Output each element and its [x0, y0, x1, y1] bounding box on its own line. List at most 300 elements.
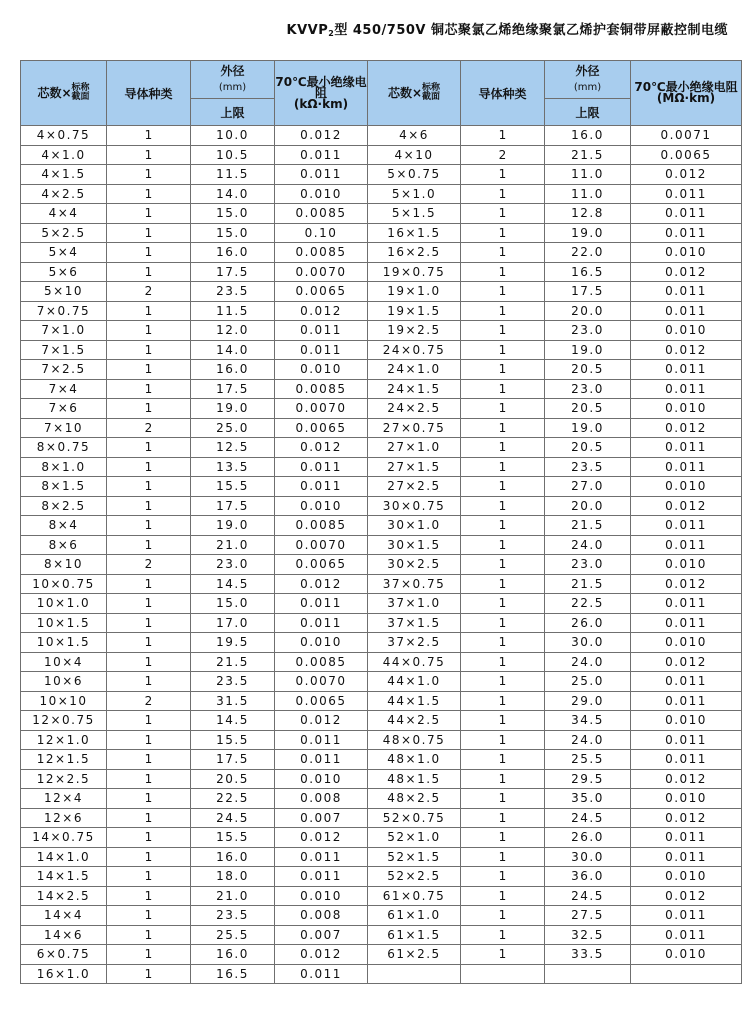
table-cell: 27.5: [545, 906, 631, 926]
table-row: [21, 360, 742, 380]
table-cell: 6×0.75: [21, 945, 107, 965]
table-cell: 1: [461, 574, 545, 594]
table-row: [21, 691, 742, 711]
table-cell: 1: [107, 477, 191, 497]
table-cell: 20.0: [545, 301, 631, 321]
table-row: [21, 184, 742, 204]
table-row: [21, 847, 742, 867]
table-cell: 16×1.0: [21, 964, 107, 984]
table-cell: 14×2.5: [21, 886, 107, 906]
table-cell: 1: [461, 399, 545, 419]
table-cell: 22.0: [545, 243, 631, 263]
header-insulation-right: 70℃最小绝缘电阻 (MΩ·km): [631, 61, 742, 126]
table-cell: 0.011: [631, 457, 742, 477]
table-cell: 0.0070: [275, 262, 368, 282]
table-cell: 0.0065: [275, 691, 368, 711]
table-cell: 1: [461, 243, 545, 263]
spec-table-body: [21, 126, 742, 984]
table-cell: 21.5: [545, 516, 631, 536]
table-cell: 0.0085: [275, 652, 368, 672]
table-cell: 24.0: [545, 730, 631, 750]
table-cell: 0.010: [631, 633, 742, 653]
table-cell: 14×1.5: [21, 867, 107, 887]
table-cell: 0.011: [631, 379, 742, 399]
table-cell: 24.5: [545, 886, 631, 906]
table-cell: 30×0.75: [368, 496, 461, 516]
title-prefix: KVVP: [286, 23, 329, 38]
table-cell: 0.012: [275, 438, 368, 458]
table-cell: 0.012: [631, 574, 742, 594]
table-cell: 0.011: [631, 730, 742, 750]
table-cell: 1: [107, 165, 191, 185]
table-cell: 1: [461, 672, 545, 692]
table-cell: 8×4: [21, 516, 107, 536]
table-cell: 0.012: [631, 769, 742, 789]
table-row: [21, 301, 742, 321]
table-cell: 0.0071: [631, 126, 742, 146]
table-row: [21, 535, 742, 555]
table-row: [21, 418, 742, 438]
header-upper-limit-left: 上限: [191, 99, 275, 126]
table-cell: 0.007: [275, 808, 368, 828]
title-subscript: 2: [328, 29, 335, 38]
table-row: [21, 379, 742, 399]
table-cell: 0.010: [275, 360, 368, 380]
table-cell: 0.0085: [275, 379, 368, 399]
table-row: [21, 262, 742, 282]
table-row: [21, 165, 742, 185]
table-cell: 21.5: [545, 145, 631, 165]
table-cell: 7×6: [21, 399, 107, 419]
table-cell: 0.011: [631, 750, 742, 770]
table-cell: 24×2.5: [368, 399, 461, 419]
table-cell: 0.10: [275, 223, 368, 243]
table-cell: 1: [461, 379, 545, 399]
table-cell: 5×4: [21, 243, 107, 263]
table-row: [21, 613, 742, 633]
table-row: [21, 789, 742, 809]
table-cell: 1: [461, 555, 545, 575]
table-cell: 14.0: [191, 184, 275, 204]
table-cell: 19×0.75: [368, 262, 461, 282]
table-cell: 0.010: [275, 886, 368, 906]
table-cell: 1: [461, 867, 545, 887]
page-title: [287, 19, 728, 38]
table-cell: 16×1.5: [368, 223, 461, 243]
header-outer-diameter-left: 外径 (mm): [191, 61, 275, 99]
table-cell: 24×0.75: [368, 340, 461, 360]
table-cell: 16.5: [191, 964, 275, 984]
table-cell: 0.008: [275, 906, 368, 926]
table-cell: 1: [107, 574, 191, 594]
table-cell: 0.011: [631, 828, 742, 848]
table-cell: 0.011: [275, 145, 368, 165]
table-cell: 2: [107, 555, 191, 575]
table-cell: 15.0: [191, 594, 275, 614]
table-cell: 19.0: [545, 418, 631, 438]
table-cell: 1: [461, 750, 545, 770]
table-cell: 44×1.5: [368, 691, 461, 711]
table-row: [21, 126, 742, 146]
table-cell: 20.5: [545, 399, 631, 419]
table-cell: 27×0.75: [368, 418, 461, 438]
table-cell: 5×1.5: [368, 204, 461, 224]
table-cell: 1: [107, 652, 191, 672]
table-cell: 1: [461, 262, 545, 282]
table-cell: 1: [461, 301, 545, 321]
table-cell: 1: [107, 964, 191, 984]
table-row: [21, 750, 742, 770]
table-cell: 0.012: [631, 418, 742, 438]
table-cell: 0.012: [275, 574, 368, 594]
table-cell: 5×6: [21, 262, 107, 282]
table-cell: 1: [107, 925, 191, 945]
table-cell: 1: [461, 184, 545, 204]
table-cell: 24.0: [545, 535, 631, 555]
table-cell: 4×1.0: [21, 145, 107, 165]
table-cell: 0.011: [275, 457, 368, 477]
table-cell: 1: [107, 594, 191, 614]
table-cell: 0.008: [275, 789, 368, 809]
table-cell: 19.0: [545, 223, 631, 243]
table-cell: 17.5: [191, 496, 275, 516]
table-cell: 11.0: [545, 165, 631, 185]
table-cell: 1: [461, 613, 545, 633]
table-cell: 24.0: [545, 652, 631, 672]
table-cell: 0.0070: [275, 672, 368, 692]
table-cell: 0.011: [631, 691, 742, 711]
table-cell: 21.0: [191, 535, 275, 555]
table-cell: 48×0.75: [368, 730, 461, 750]
table-cell: 0.012: [631, 165, 742, 185]
header-cores-right: 芯数×标称 截面: [368, 61, 461, 126]
table-cell: 7×0.75: [21, 301, 107, 321]
table-cell: 44×1.0: [368, 672, 461, 692]
table-cell: 0.012: [631, 652, 742, 672]
table-cell: 8×1.0: [21, 457, 107, 477]
table-cell: 33.5: [545, 945, 631, 965]
table-cell: 1: [107, 262, 191, 282]
table-cell: 21.5: [545, 574, 631, 594]
table-cell: 37×1.5: [368, 613, 461, 633]
table-cell: [545, 964, 631, 984]
table-row: [21, 516, 742, 536]
table-cell: 23.0: [191, 555, 275, 575]
table-row: [21, 145, 742, 165]
table-cell: 4×2.5: [21, 184, 107, 204]
table-cell: 35.0: [545, 789, 631, 809]
table-cell: 20.0: [545, 496, 631, 516]
table-cell: 30×2.5: [368, 555, 461, 575]
table-cell: 19×1.5: [368, 301, 461, 321]
table-row: [21, 906, 742, 926]
table-cell: 19×1.0: [368, 282, 461, 302]
table-row: [21, 457, 742, 477]
table-cell: 10×1.0: [21, 594, 107, 614]
table-row: [21, 828, 742, 848]
table-cell: 0.011: [631, 204, 742, 224]
table-cell: 1: [107, 886, 191, 906]
table-cell: 19.0: [191, 399, 275, 419]
table-cell: 0.012: [631, 262, 742, 282]
header-cores-left: 芯数×标称 截面: [21, 61, 107, 126]
table-cell: 1: [107, 516, 191, 536]
table-cell: 11.5: [191, 165, 275, 185]
header-insulation-left: 70℃最小绝缘电阻 (kΩ·km): [275, 61, 368, 126]
table-cell: 16.0: [545, 126, 631, 146]
table-cell: 0.0065: [275, 418, 368, 438]
table-cell: 44×2.5: [368, 711, 461, 731]
table-cell: 4×0.75: [21, 126, 107, 146]
table-cell: 20.5: [545, 360, 631, 380]
table-cell: 23.5: [191, 906, 275, 926]
table-cell: 12.8: [545, 204, 631, 224]
table-cell: 0.0065: [275, 282, 368, 302]
table-cell: 19.0: [191, 516, 275, 536]
table-cell: 1: [461, 360, 545, 380]
table-cell: 23.0: [545, 321, 631, 341]
table-cell: 30.0: [545, 633, 631, 653]
table-cell: 1: [107, 126, 191, 146]
table-cell: 23.0: [545, 379, 631, 399]
table-cell: 1: [461, 906, 545, 926]
table-cell: 1: [107, 340, 191, 360]
table-cell: 0.011: [631, 516, 742, 536]
table-cell: 8×10: [21, 555, 107, 575]
table-cell: 12×2.5: [21, 769, 107, 789]
table-cell: 0.011: [631, 925, 742, 945]
table-cell: 1: [461, 438, 545, 458]
table-cell: 25.5: [545, 750, 631, 770]
table-cell: 48×2.5: [368, 789, 461, 809]
table-cell: 1: [461, 535, 545, 555]
title-text: 型 450/750V 铜芯聚氯乙烯绝缘聚氯乙烯护套铜带屏蔽控制电缆: [334, 23, 728, 38]
table-cell: 14×6: [21, 925, 107, 945]
table-cell: 0.011: [275, 730, 368, 750]
table-cell: 4×10: [368, 145, 461, 165]
table-cell: 1: [461, 808, 545, 828]
table-cell: 12×1.0: [21, 730, 107, 750]
table-cell: 5×2.5: [21, 223, 107, 243]
header-outer-diameter-right: 外径 (mm): [545, 61, 631, 99]
table-row: [21, 672, 742, 692]
table-cell: 17.5: [191, 379, 275, 399]
table-cell: 0.011: [275, 321, 368, 341]
table-cell: 17.5: [191, 750, 275, 770]
table-cell: 0.011: [631, 360, 742, 380]
table-cell: 22.5: [545, 594, 631, 614]
table-cell: 37×2.5: [368, 633, 461, 653]
table-cell: 0.011: [275, 847, 368, 867]
header-conductor-left: 导体种类: [107, 61, 191, 126]
table-cell: 1: [107, 808, 191, 828]
table-cell: 1: [107, 360, 191, 380]
header-upper-limit-right: 上限: [545, 99, 631, 126]
table-cell: 1: [461, 789, 545, 809]
table-cell: 1: [461, 847, 545, 867]
table-cell: 1: [461, 769, 545, 789]
table-cell: 12.0: [191, 321, 275, 341]
table-cell: 1: [107, 438, 191, 458]
table-cell: 10×1.5: [21, 633, 107, 653]
table-cell: 10×1.5: [21, 613, 107, 633]
table-row: [21, 594, 742, 614]
table-cell: 1: [461, 165, 545, 185]
table-cell: 1: [107, 321, 191, 341]
table-cell: 12×1.5: [21, 750, 107, 770]
header-conductor-right: 导体种类: [461, 61, 545, 126]
table-cell: 0.011: [631, 535, 742, 555]
table-cell: 19×2.5: [368, 321, 461, 341]
table-cell: 14.5: [191, 711, 275, 731]
table-cell: 1: [461, 828, 545, 848]
table-cell: 23.5: [545, 457, 631, 477]
table-cell: 8×1.5: [21, 477, 107, 497]
table-row: [21, 574, 742, 594]
table-cell: 12.5: [191, 438, 275, 458]
table-cell: 16.0: [191, 847, 275, 867]
table-cell: 1: [107, 769, 191, 789]
table-cell: 1: [107, 711, 191, 731]
table-row: [21, 243, 742, 263]
table-cell: 4×1.5: [21, 165, 107, 185]
table-cell: 1: [107, 613, 191, 633]
table-cell: 16.0: [191, 945, 275, 965]
table-row: [21, 730, 742, 750]
table-cell: 25.0: [191, 418, 275, 438]
table-cell: 1: [107, 535, 191, 555]
table-cell: 0.012: [631, 808, 742, 828]
table-cell: 32.5: [545, 925, 631, 945]
table-cell: 7×2.5: [21, 360, 107, 380]
table-cell: 30×1.0: [368, 516, 461, 536]
table-cell: 0.011: [275, 477, 368, 497]
table-cell: 17.5: [191, 262, 275, 282]
table-row: [21, 223, 742, 243]
table-cell: 0.011: [275, 750, 368, 770]
table-cell: 0.011: [275, 165, 368, 185]
table-row: [21, 282, 742, 302]
table-cell: 1: [107, 730, 191, 750]
table-cell: 31.5: [191, 691, 275, 711]
table-cell: 1: [107, 399, 191, 419]
table-cell: 37×0.75: [368, 574, 461, 594]
table-cell: 10×6: [21, 672, 107, 692]
table-cell: 16×2.5: [368, 243, 461, 263]
table-cell: 23.5: [191, 282, 275, 302]
table-cell: 1: [461, 321, 545, 341]
table-cell: 10×10: [21, 691, 107, 711]
table-cell: 0.011: [631, 223, 742, 243]
table-cell: 1: [461, 886, 545, 906]
table-cell: 0.0085: [275, 243, 368, 263]
table-cell: 0.012: [275, 126, 368, 146]
table-cell: 0.011: [631, 438, 742, 458]
table-cell: 61×1.5: [368, 925, 461, 945]
table-row: [21, 204, 742, 224]
table-cell: 52×2.5: [368, 867, 461, 887]
table-cell: 0.012: [275, 711, 368, 731]
table-cell: 1: [107, 301, 191, 321]
table-cell: 24.5: [545, 808, 631, 828]
table-cell: 52×1.0: [368, 828, 461, 848]
table-cell: 0.0065: [275, 555, 368, 575]
table-row: [21, 399, 742, 419]
table-cell: 0.010: [275, 184, 368, 204]
table-cell: 14×4: [21, 906, 107, 926]
table-row: [21, 321, 742, 341]
table-cell: 1: [461, 126, 545, 146]
table-cell: 1: [461, 516, 545, 536]
table-cell: 0.010: [275, 769, 368, 789]
table-cell: 26.0: [545, 828, 631, 848]
table-cell: 0.011: [275, 964, 368, 984]
table-cell: 14×0.75: [21, 828, 107, 848]
table-cell: 13.5: [191, 457, 275, 477]
table-cell: 18.0: [191, 867, 275, 887]
table-cell: 52×0.75: [368, 808, 461, 828]
table-row: [21, 945, 742, 965]
table-cell: 0.011: [275, 340, 368, 360]
table-cell: 44×0.75: [368, 652, 461, 672]
table-cell: 0.010: [275, 633, 368, 653]
table-cell: 14.5: [191, 574, 275, 594]
table-cell: 26.0: [545, 613, 631, 633]
table-cell: 1: [107, 750, 191, 770]
table-cell: 48×1.5: [368, 769, 461, 789]
table-cell: 24.5: [191, 808, 275, 828]
table-cell: 61×2.5: [368, 945, 461, 965]
table-cell: 4×4: [21, 204, 107, 224]
table-cell: 1: [461, 496, 545, 516]
table-row: [21, 340, 742, 360]
table-cell: 1: [107, 633, 191, 653]
table-cell: 1: [461, 691, 545, 711]
table-cell: 20.5: [191, 769, 275, 789]
table-cell: 1: [461, 204, 545, 224]
table-cell: 2: [107, 691, 191, 711]
table-cell: 1: [107, 184, 191, 204]
table-cell: 14.0: [191, 340, 275, 360]
table-cell: 1: [107, 789, 191, 809]
table-cell: 1: [107, 204, 191, 224]
table-cell: 1: [107, 496, 191, 516]
table-cell: 2: [107, 418, 191, 438]
table-cell: 1: [461, 282, 545, 302]
table-cell: 19.0: [545, 340, 631, 360]
table-cell: 1: [107, 847, 191, 867]
table-cell: 23.5: [191, 672, 275, 692]
table-cell: 52×1.5: [368, 847, 461, 867]
table-cell: 1: [461, 730, 545, 750]
table-cell: 0.011: [631, 594, 742, 614]
table-cell: 1: [107, 906, 191, 926]
table-cell: 7×4: [21, 379, 107, 399]
table-cell: 0.007: [275, 925, 368, 945]
table-cell: 0.012: [275, 301, 368, 321]
table-cell: 1: [461, 457, 545, 477]
table-cell: 17.0: [191, 613, 275, 633]
table-cell: 27×1.5: [368, 457, 461, 477]
table-cell: 48×1.0: [368, 750, 461, 770]
table-cell: 1: [461, 477, 545, 497]
table-cell: 5×10: [21, 282, 107, 302]
table-cell: 0.010: [631, 945, 742, 965]
table-cell: 1: [461, 223, 545, 243]
table-cell: 0.010: [631, 243, 742, 263]
table-cell: 15.5: [191, 477, 275, 497]
table-cell: 1: [107, 145, 191, 165]
